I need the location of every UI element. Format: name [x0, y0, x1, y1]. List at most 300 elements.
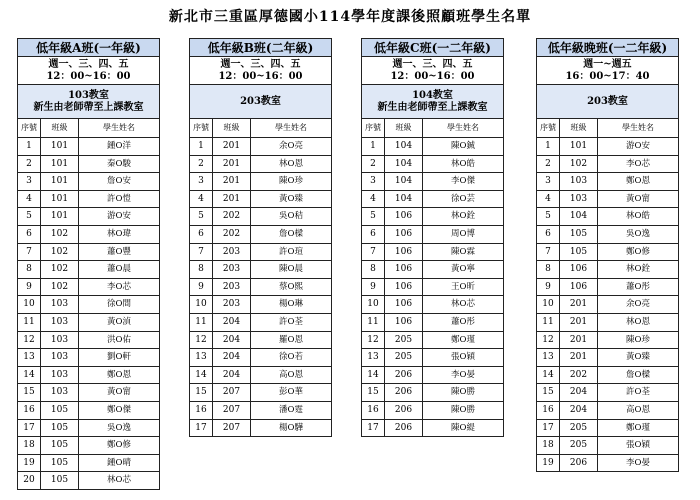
seq-cell: 1 — [18, 138, 41, 155]
seq-cell: 16 — [190, 402, 213, 419]
name-cell: 王O昕 — [451, 281, 475, 292]
table-row — [536, 173, 679, 191]
name-cell: 鄭O瑾 — [626, 422, 650, 433]
header-seq: 序號 — [18, 119, 41, 137]
seq-cell: 12 — [537, 332, 560, 349]
name-cell: 林O芯 — [107, 475, 131, 486]
name-cell: 楊O驊 — [279, 422, 303, 433]
schedule — [361, 57, 504, 85]
table-row — [536, 437, 679, 455]
class-cell: 203 — [213, 244, 251, 261]
class-cell: 106 — [560, 261, 598, 278]
class-cell: 102 — [41, 261, 79, 278]
table-row — [536, 332, 679, 350]
schedule-days: 週一、三、四、五 — [48, 59, 129, 70]
class-cell: 203 — [213, 261, 251, 278]
table-row — [361, 138, 504, 156]
class-cell: 101 — [41, 156, 79, 173]
schedule-days: 週一、三、四、五 — [220, 59, 301, 70]
class-cell: 201 — [213, 191, 251, 208]
seq-cell: 12 — [362, 332, 385, 349]
class-cell: 101 — [560, 138, 598, 155]
header-class: 班級 — [385, 119, 423, 137]
name-cell: 蔡O熙 — [279, 281, 303, 292]
class-cell: 202 — [213, 226, 251, 243]
class-cell: 207 — [213, 420, 251, 437]
seq-cell: 1 — [362, 138, 385, 155]
class-cell: 103 — [41, 384, 79, 401]
name-cell: 李O傑 — [451, 176, 475, 187]
class-panel-evening — [536, 38, 679, 472]
seq-cell: 19 — [537, 455, 560, 472]
seq-cell: 5 — [362, 208, 385, 225]
class-cell: 201 — [213, 173, 251, 190]
name-cell: 許O瑄 — [279, 246, 303, 257]
seq-cell: 16 — [537, 402, 560, 419]
seq-cell: 6 — [190, 226, 213, 243]
schedule-days: 週一~週五 — [583, 59, 632, 70]
schedule-days: 週一、三、四、五 — [392, 59, 473, 70]
class-cell: 103 — [41, 367, 79, 384]
class-cell: 205 — [385, 349, 423, 366]
class-cell: 105 — [41, 437, 79, 454]
table-row — [536, 244, 679, 262]
classroom-name: 203教室 — [587, 95, 628, 107]
name-cell: 鄭O恩 — [107, 369, 131, 380]
classroom-info — [17, 85, 160, 119]
name-cell: 陳O晨 — [279, 264, 303, 275]
class-cell: 103 — [41, 332, 79, 349]
class-cell: 106 — [385, 314, 423, 331]
seq-cell: 13 — [537, 349, 560, 366]
seq-cell: 9 — [18, 279, 41, 296]
seq-cell: 12 — [18, 332, 41, 349]
table-row — [536, 208, 679, 226]
class-cell: 206 — [385, 384, 423, 401]
class-cell: 105 — [41, 455, 79, 472]
class-cell: 103 — [41, 296, 79, 313]
schedule-time: 12：00~16：00 — [390, 71, 475, 82]
table-row — [361, 261, 504, 279]
name-cell: 鄭O修 — [107, 440, 131, 451]
class-cell: 201 — [560, 314, 598, 331]
seq-cell: 4 — [18, 191, 41, 208]
seq-cell: 11 — [362, 314, 385, 331]
class-cell: 203 — [213, 279, 251, 296]
class-cell: 204 — [560, 384, 598, 401]
seq-cell: 11 — [537, 314, 560, 331]
table-row — [17, 402, 160, 420]
header-seq: 序號 — [190, 119, 213, 137]
classroom-name: 104教室 — [412, 89, 453, 101]
class-cell: 206 — [385, 420, 423, 437]
name-cell: 許O荃 — [626, 387, 650, 398]
table-row — [17, 208, 160, 226]
class-cell: 205 — [560, 420, 598, 437]
name-cell: 陳O勝 — [451, 404, 475, 415]
table-row — [189, 261, 332, 279]
name-cell: 張O穎 — [626, 440, 650, 451]
name-cell: 黃O甯 — [626, 193, 650, 204]
seq-cell: 20 — [18, 472, 41, 489]
seq-cell: 6 — [537, 226, 560, 243]
table-row — [17, 156, 160, 174]
table-row — [536, 279, 679, 297]
table-header — [536, 119, 679, 138]
table-row — [17, 472, 160, 490]
class-cell: 207 — [213, 384, 251, 401]
name-cell: 林O瑋 — [107, 228, 131, 239]
class-cell: 206 — [385, 402, 423, 419]
seq-cell: 19 — [18, 455, 41, 472]
header-class: 班級 — [213, 119, 251, 137]
name-cell: 鄭O恩 — [626, 176, 650, 187]
name-cell: 余O亮 — [279, 141, 303, 151]
seq-cell: 17 — [537, 420, 560, 437]
class-cell: 201 — [213, 156, 251, 173]
header-seq: 序號 — [362, 119, 385, 137]
seq-cell: 8 — [190, 261, 213, 278]
class-cell: 102 — [41, 226, 79, 243]
schedule-time: 12：00~16：00 — [46, 71, 131, 82]
seq-cell: 10 — [18, 296, 41, 313]
seq-cell: 18 — [537, 437, 560, 454]
class-cell: 106 — [560, 279, 598, 296]
table-row — [17, 244, 160, 262]
class-cell: 105 — [41, 420, 79, 437]
class-title: 低年級C班(一二年級) — [361, 38, 504, 57]
table-row — [361, 226, 504, 244]
table-row — [17, 367, 160, 385]
name-cell: 余O亮 — [626, 299, 650, 310]
class-cell: 105 — [41, 402, 79, 419]
class-cell: 206 — [385, 367, 423, 384]
table-row — [17, 332, 160, 350]
table-row — [189, 138, 332, 156]
name-cell: 高O恩 — [279, 369, 303, 380]
table-row — [361, 244, 504, 262]
seq-cell: 13 — [18, 349, 41, 366]
header-class: 班級 — [560, 119, 598, 137]
name-cell: 詹O安 — [107, 176, 131, 187]
class-cell: 106 — [385, 208, 423, 225]
class-cell: 106 — [385, 261, 423, 278]
table-row — [536, 349, 679, 367]
seq-cell: 7 — [190, 244, 213, 261]
name-cell: 蕭O彤 — [451, 316, 475, 327]
name-cell: 鄭O傑 — [107, 404, 131, 415]
seq-cell: 2 — [190, 156, 213, 173]
seq-cell: 1 — [537, 138, 560, 155]
name-cell: 潘O霆 — [279, 404, 303, 415]
class-cell: 205 — [560, 437, 598, 454]
class-cell: 103 — [560, 191, 598, 208]
seq-cell: 14 — [537, 367, 560, 384]
class-cell: 106 — [385, 226, 423, 243]
seq-cell: 9 — [537, 279, 560, 296]
seq-cell: 7 — [537, 244, 560, 261]
seq-cell: 2 — [18, 156, 41, 173]
class-title: 低年級A班(一年級) — [17, 38, 160, 57]
page-title: 新北市三重區厚德國小114學年度課後照顧班學生名單 — [168, 9, 532, 25]
name-cell: 李O晏 — [626, 457, 650, 468]
class-cell: 101 — [41, 138, 79, 155]
name-cell: 彭O華 — [279, 387, 303, 398]
seq-cell: 18 — [18, 437, 41, 454]
name-cell: 林O銓 — [626, 264, 650, 275]
name-cell: 林O皓 — [451, 158, 475, 169]
seq-cell: 11 — [18, 314, 41, 331]
seq-cell: 14 — [362, 367, 385, 384]
seq-cell: 5 — [537, 208, 560, 225]
seq-cell: 16 — [18, 402, 41, 419]
seq-cell: 5 — [190, 208, 213, 225]
name-cell: 徐O間 — [107, 299, 131, 310]
class-cell: 104 — [560, 208, 598, 225]
classroom-info — [189, 85, 332, 119]
name-cell: 黃O臻 — [626, 352, 650, 363]
table-row — [536, 420, 679, 438]
table-row — [536, 384, 679, 402]
name-cell: 吳O逸 — [626, 228, 650, 239]
class-cell: 207 — [213, 402, 251, 419]
table-row — [189, 244, 332, 262]
class-cell: 104 — [385, 173, 423, 190]
table-row — [536, 138, 679, 156]
seq-cell: 6 — [362, 226, 385, 243]
name-cell: 林O皓 — [626, 211, 650, 222]
class-cell: 205 — [385, 332, 423, 349]
name-cell: 蕭O晨 — [107, 264, 131, 275]
header-name: 學生姓名 — [275, 123, 307, 132]
name-cell: 徐O芸 — [451, 193, 475, 204]
classroom-note: 新生由老師帶至上課教室 — [33, 101, 144, 113]
header-name: 學生姓名 — [447, 123, 479, 132]
class-cell: 101 — [41, 208, 79, 225]
seq-cell: 17 — [190, 420, 213, 437]
table-row — [361, 279, 504, 297]
name-cell: 游O安 — [107, 211, 131, 222]
name-cell: 游O安 — [626, 141, 650, 151]
table-row — [17, 261, 160, 279]
name-cell: 詹O樑 — [626, 369, 650, 380]
seq-cell: 3 — [18, 173, 41, 190]
name-cell: 黃O甯 — [107, 387, 131, 398]
name-cell: 吳O秸 — [279, 211, 303, 222]
table-row — [361, 208, 504, 226]
table-row — [17, 420, 160, 438]
classroom-name: 203教室 — [240, 95, 281, 107]
seq-cell: 13 — [190, 349, 213, 366]
table-row — [361, 332, 504, 350]
table-row — [536, 314, 679, 332]
seq-cell: 11 — [190, 314, 213, 331]
table-row — [189, 208, 332, 226]
name-cell: 鍾O晴 — [107, 457, 131, 468]
class-cell: 201 — [560, 349, 598, 366]
table-row — [536, 367, 679, 385]
name-cell: 許O荃 — [279, 316, 303, 327]
table-row — [361, 402, 504, 420]
table-header — [361, 119, 504, 138]
class-title: 低年級B班(二年級) — [189, 38, 332, 57]
table-header — [17, 119, 160, 138]
table-row — [17, 279, 160, 297]
table-row — [17, 384, 160, 402]
class-cell: 204 — [213, 314, 251, 331]
table-row — [17, 296, 160, 314]
class-cell: 204 — [213, 349, 251, 366]
classroom-note: 新生由老師帶至上課教室 — [377, 101, 488, 113]
name-cell: 林O恩 — [626, 316, 650, 327]
name-cell: 黃O寧 — [451, 264, 475, 275]
seq-cell: 8 — [537, 261, 560, 278]
table-row — [189, 296, 332, 314]
class-cell: 204 — [560, 402, 598, 419]
class-cell: 101 — [41, 191, 79, 208]
classroom-info — [361, 85, 504, 119]
table-row — [361, 156, 504, 174]
table-row — [536, 226, 679, 244]
table-row — [361, 173, 504, 191]
table-row — [536, 191, 679, 209]
seq-cell: 13 — [362, 349, 385, 366]
class-cell: 102 — [41, 279, 79, 296]
seq-cell: 4 — [190, 191, 213, 208]
table-row — [189, 367, 332, 385]
seq-cell: 15 — [537, 384, 560, 401]
table-row — [536, 261, 679, 279]
seq-cell: 8 — [18, 261, 41, 278]
table-row — [17, 191, 160, 209]
header-seq: 序號 — [537, 119, 560, 137]
table-row — [17, 173, 160, 191]
table-row — [189, 384, 332, 402]
seq-cell: 1 — [190, 138, 213, 155]
name-cell: 張O穎 — [451, 352, 475, 363]
table-row — [17, 138, 160, 156]
name-cell: 李O晏 — [451, 369, 475, 380]
seq-cell: 16 — [362, 402, 385, 419]
table-row — [189, 226, 332, 244]
seq-cell: 15 — [190, 384, 213, 401]
seq-cell: 3 — [362, 173, 385, 190]
name-cell: 吳O逸 — [107, 422, 131, 433]
class-cell: 106 — [385, 244, 423, 261]
name-cell: 陳O勝 — [451, 387, 475, 398]
table-row — [189, 332, 332, 350]
table-row — [536, 455, 679, 473]
seq-cell: 9 — [362, 279, 385, 296]
class-cell: 204 — [213, 332, 251, 349]
class-cell: 202 — [213, 208, 251, 225]
name-cell: 陳O珍 — [279, 176, 303, 187]
class-panel-c — [361, 38, 504, 437]
table-row — [17, 226, 160, 244]
name-cell: 鍾O洋 — [107, 141, 131, 151]
name-cell: 高O恩 — [626, 404, 650, 415]
name-cell: 周O博 — [451, 228, 475, 239]
table-row — [17, 314, 160, 332]
name-cell: 鄭O修 — [626, 246, 650, 257]
name-cell: 陳O鋮 — [451, 141, 475, 151]
name-cell: 鄭O瑾 — [451, 334, 475, 345]
classroom-name: 103教室 — [68, 89, 109, 101]
name-cell: 林O芯 — [451, 299, 475, 310]
seq-cell: 9 — [190, 279, 213, 296]
table-row — [361, 314, 504, 332]
name-cell: 劉O軒 — [107, 352, 131, 363]
seq-cell: 7 — [18, 244, 41, 261]
seq-cell: 5 — [18, 208, 41, 225]
classroom-info — [536, 85, 679, 119]
table-row — [17, 349, 160, 367]
seq-cell: 8 — [362, 261, 385, 278]
class-panel-b — [189, 38, 332, 437]
seq-cell: 15 — [18, 384, 41, 401]
table-row — [189, 156, 332, 174]
seq-cell: 4 — [362, 191, 385, 208]
class-cell: 206 — [560, 455, 598, 472]
seq-cell: 6 — [18, 226, 41, 243]
class-cell: 104 — [385, 191, 423, 208]
table-row — [361, 420, 504, 438]
seq-cell: 7 — [362, 244, 385, 261]
table-row — [17, 455, 160, 473]
seq-cell: 3 — [190, 173, 213, 190]
table-row — [189, 314, 332, 332]
name-cell: 陳O霖 — [451, 246, 475, 257]
name-cell: 羅O恩 — [279, 334, 303, 345]
table-row — [361, 367, 504, 385]
seq-cell: 17 — [362, 420, 385, 437]
table-row — [536, 296, 679, 314]
name-cell: 林O銓 — [451, 211, 475, 222]
table-row — [361, 296, 504, 314]
name-cell: 許O愷 — [107, 193, 131, 204]
seq-cell: 10 — [362, 296, 385, 313]
class-panel-a — [17, 38, 160, 490]
seq-cell: 12 — [190, 332, 213, 349]
name-cell: 徐O若 — [279, 352, 303, 363]
table-row — [189, 349, 332, 367]
class-cell: 201 — [213, 138, 251, 155]
class-cell: 105 — [41, 472, 79, 489]
seq-cell: 10 — [537, 296, 560, 313]
class-cell: 204 — [213, 367, 251, 384]
class-cell: 103 — [41, 349, 79, 366]
table-row — [17, 437, 160, 455]
class-cell: 201 — [560, 296, 598, 313]
class-cell: 105 — [560, 244, 598, 261]
class-cell: 101 — [41, 173, 79, 190]
class-cell: 104 — [385, 156, 423, 173]
seq-cell: 4 — [537, 191, 560, 208]
header-name: 學生姓名 — [103, 123, 135, 132]
table-row — [189, 402, 332, 420]
header-class: 班級 — [41, 119, 79, 137]
table-row — [361, 349, 504, 367]
name-cell: 陳O緹 — [451, 422, 475, 433]
seq-cell: 14 — [18, 367, 41, 384]
name-cell: 李O芯 — [626, 158, 650, 169]
seq-cell: 17 — [18, 420, 41, 437]
class-cell: 103 — [560, 173, 598, 190]
table-row — [189, 420, 332, 438]
name-cell: 黃O湞 — [107, 316, 131, 327]
table-row — [189, 191, 332, 209]
seq-cell: 10 — [190, 296, 213, 313]
